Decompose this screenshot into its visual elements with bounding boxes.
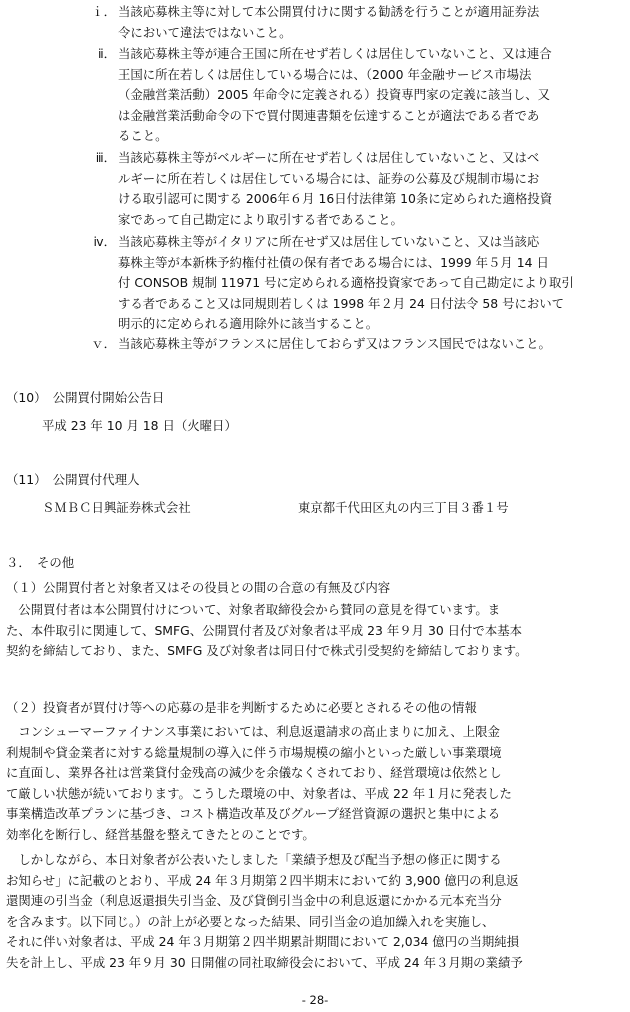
list-item-iii [86,148,630,230]
section-3-heading: ３． その他 [6,555,75,570]
list-item-text: 当該応募株主等がベルギーに所在せず若しくは居住していないこと、又はベ ルギーに所在若しくは居住している場合には、証券の公募及び規制市場にお ける取引認可に関する 2006年６月 16日付法律第 10条に定められた適格投資 家であって自己勘定により取引する者であること。 [118,150,553,227]
list-item-v [86,334,630,355]
list-item-iv [86,232,630,335]
page-number: - 28- [301,993,329,1007]
list-marker: ｖ． [91,336,116,351]
list-item-text: 当該応募株主等に対して本公開買付けに関する勧誘を行うことが適用証券法 令において違法ではないこと。 [118,4,540,40]
agent-address: 東京都千代田区丸の内三丁目３番１号 [298,500,509,515]
section-11-heading: （11） 公開買付代理人 [6,472,140,487]
section-10-heading: （10） 公開買付開始公告日 [6,390,165,405]
section-3-1-heading: （１）公開買付者と対象者又はその役員との間の合意の有無及び内容 [6,580,391,595]
list-marker: ⅳ． [93,234,116,249]
list-marker: ⅲ． [95,150,116,165]
section-3-2-body-2: しかしながら、本日対象者が公表いたしました「業績予想及び配当予想の修正に関する お知らせ」に記載のとおり、平成 24 年３月期第２四半期末において約 3,900 億円の利息返 還関連の引当金（利息返還損失引当金、及び貸倒引当金中の利息返還にかかる元本充当分 を含みます。以下同じ。）の計上が必要となった結果、同引当金の追加繰入れを実施し、 それに伴い対象者は、平成 24 年３月期第２四半期累計期間において 2,034 億円の当期純損 失を計上し、平成 23 年９月 30 日開催の同社取締役会において、平成 24 年３月期の業績予 [6,852,523,970]
list-item-text: 当該応募株主等が連合王国に所在せず若しくは居住していないこと、又は連合 王国に所在若しくは居住している場合には、（2000 年金融サービス市場法 （金融営業活動）2005 年命令に定義される）投資専門家の定義に該当し、又 は金融営業活動命令の下で買付関連書類を伝達することが適法である者であ ること。 [118,46,552,143]
list-marker: ｉ． [91,4,116,19]
section-3-2-heading: （２）投資者が買付け等への応募の是非を判断するために必要とされるその他の情報 [6,700,477,715]
list-item-text: 当該応募株主等がフランスに居住しておらず又はフランス国民ではないこと。 [118,336,551,351]
agent-name: ＳＭＢＣ日興証券株式会社 [42,500,191,515]
list-item-text: 当該応募株主等がイタリアに所在せず又は居住していないこと、又は当該応 募株主等が本新株予約権付社債の保有者である場合には、1999 年５月 14 日 付 CONSOB 規制 11971 号に定められる適格投資家であって自己勘定により取引 する者であること又は同規則若しくは 1998 年２月 24 日付法令 58 号において 明示的に定められる適用除外に該当すること。 [118,234,574,331]
list-marker: ⅱ． [97,46,116,61]
list-item-ii [86,44,630,147]
announcement-date: 平成 23 年 10 月 18 日（火曜日） [42,418,237,433]
section-3-2-body-1: コンシューマーファイナンス事業においては、利息返還請求の高止まりに加え、上限金 利規制や貸金業者に対する総量規制の導入に伴う市場規模の縮小といった厳しい事業環境 に直面し、業界各社は営業貸付金残高の減少を余儀なくされており、経営環境は依然とし て厳しい状態が続いております。こうした環境の中、対象者は、平成 22 年１月に発表した 事業構造改革プランに基づき、コスト構造改革及びグループ経営資源の選択と集中による 効率化を断行し、経営基盤を整えてきたとのことです。 [6,724,512,842]
section-3-1-body: 公開買付者は本公開買付けについて、対象者取締役会から賛同の意見を得ています。ま た、本件取引に関連して、SMFG、公開買付者及び対象者は平成 23 年９月 30 日付で本基本 契約を締結しており、また、SMFG 及び対象者は同日付で株式引受契約を締結しております。 [6,602,528,658]
list-item-i [86,2,630,43]
